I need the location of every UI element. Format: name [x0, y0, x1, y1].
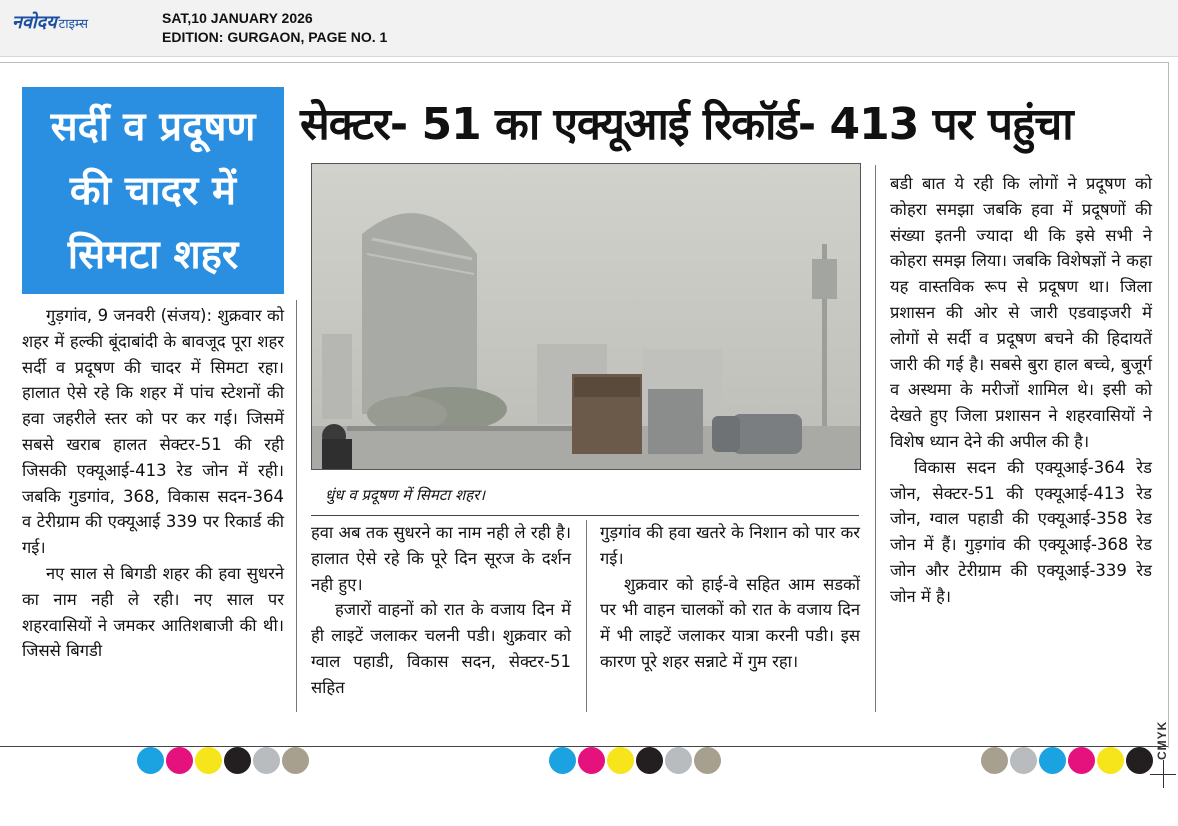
black-swatch — [224, 747, 251, 774]
grey-swatch — [253, 747, 280, 774]
warm-grey-swatch — [981, 747, 1008, 774]
yellow-swatch — [195, 747, 222, 774]
magenta-swatch — [578, 747, 605, 774]
paragraph: नए साल से बिगडी शहर की हवा सुधरने का नाम नही ले रही। नए साल पर शहरवासियों ने जमकर आतिशबाजी की थी। जिससे बिगडी — [22, 563, 284, 661]
edition-info: EDITION: GURGAON, PAGE NO. 1 — [162, 29, 388, 45]
black-swatch — [636, 747, 663, 774]
headline: सेक्टर- 51 का एक्यूआई रिकॉर्ड- 413 पर पहुंचा — [300, 99, 1073, 150]
kicker-line-1: सर्दी व प्रदूषण — [50, 103, 256, 150]
magenta-swatch — [1068, 747, 1095, 774]
cyan-swatch — [137, 747, 164, 774]
yellow-swatch — [607, 747, 634, 774]
newspaper-logo — [12, 10, 88, 40]
cyan-swatch — [1039, 747, 1066, 774]
column-divider-2 — [586, 520, 587, 712]
article-column-4 — [890, 171, 1152, 610]
article-column-2 — [311, 520, 571, 701]
issue-date: SAT,10 JANUARY 2026 — [162, 10, 313, 26]
grey-swatch — [1010, 747, 1037, 774]
masthead-bar — [0, 0, 1178, 57]
curved-tower — [362, 213, 477, 414]
truck-2 — [648, 389, 703, 454]
column-divider-3 — [875, 165, 876, 712]
paragraph: शुक्रवार को हाई-वे सहित आम सडकों पर भी वाहन चालकों को रात के वजाय दिन में भी लाइटें जलाकर यात्रा करनी पडी। इस कारण पूरे शहर सन्नाटे में गुम रहा। — [600, 574, 860, 671]
grey-swatch — [665, 747, 692, 774]
paragraph: बडी बात ये रही कि लोगों ने प्रदूषण को कोहरा समझा जबकि हवा में प्रदूषणों की संख्या इतनी ज्यादा थी कि इसे सभी ने कोहरा समझ लिया। जबकि विशेषज्ञों ने कहा यह वास्तविक रूप से प्रदूषण था। जिला प्रशासन की ओर से जारी एडवाइजरी में लोगों से सर्दी व प्रदूषण बचने की हिदायतें जारी की गई है। सबसे बुरा हाल बच्चे, बुजूर्ग व अस्थमा के मरीजों शामिल थे। इसी को देखते हुए जिला प्रशासन ने शहरवासियों ने विशेष ध्यान देने की अपील की है। — [890, 174, 1152, 451]
edition-meta — [162, 9, 387, 47]
color-registration-strip-right — [981, 747, 1153, 774]
article-column-1 — [22, 303, 284, 664]
kicker-line-2: की चादर में — [69, 167, 237, 214]
black-swatch — [1126, 747, 1153, 774]
kicker-box — [22, 87, 284, 294]
paragraph: विकास सदन की एक्यूआई-364 रेड जोन, सेक्टर-51 की एक्यूआई-413 रेड जोन, ग्वाल पहाडी की एक्यूआई-358 रेड जोन में हैं। गुड़गांव की एक्यूआई-368 रेड जोन और टेरीग्राम की एक्यूआई-339 रेड जोन में है। — [890, 457, 1152, 606]
paragraph: हवा अब तक सुधरने का नाम नही ले रही है। हालात ऐसे रहे कि पूरे दिन सूरज के दर्शन नही हुए। — [311, 523, 571, 594]
article-column-3 — [600, 520, 860, 675]
color-registration-strip-center — [549, 747, 721, 774]
warm-grey-swatch — [694, 747, 721, 774]
cmyk-label: CMYK — [1155, 720, 1169, 760]
smog-photo — [311, 163, 861, 470]
magenta-swatch — [166, 747, 193, 774]
color-registration-strip-left — [137, 747, 309, 774]
yellow-swatch — [1097, 747, 1124, 774]
car — [732, 414, 802, 454]
column-divider-1 — [296, 300, 297, 712]
cyan-swatch — [549, 747, 576, 774]
paragraph: हजारों वाहनों को रात के वजाय दिन में ही लाइटें जलाकर चलनी पडी। शुक्रवार को ग्वाल पहाडी, विकास सदन, सेक्टर-51 सहित — [311, 600, 571, 697]
logo-main-text: नवोदय — [12, 12, 57, 33]
caption-rule — [311, 515, 859, 516]
registration-crosshair-vertical — [1163, 760, 1164, 788]
logo-sub-text: टाइम्स — [58, 17, 88, 32]
kicker-line-3: सिमटा शहर — [67, 231, 239, 278]
paragraph: गुड़गांव, 9 जनवरी (संजय): शुक्रवार को शहर में हल्की बूंदाबांदी के बावजूद पूरा शहर सर्दी व प्रदूषण की चादर में सिमटा रहा। हालात ऐसे रहे कि शहर में पांच स्टेशनों की हवा जहरीले स्तर को पर कर गई। जिसमें सबसे खराब हालत सेक्टर-51 की रही जिसकी एक्यूआई-413 रेड जोन में रही। जबकि गुडगांव, 368, विकास सदन-364 व टेरीग्राम की एक्यूआई 339 पर रिकार्ड की गई। — [22, 306, 284, 558]
warm-grey-swatch — [282, 747, 309, 774]
paragraph: गुड़गांव की हवा खतरे के निशान को पार कर गई। — [600, 523, 860, 568]
smog-photo-illustration — [312, 164, 860, 469]
photo-caption: धुंध व प्रदूषण में सिमटा शहर। — [325, 486, 486, 504]
